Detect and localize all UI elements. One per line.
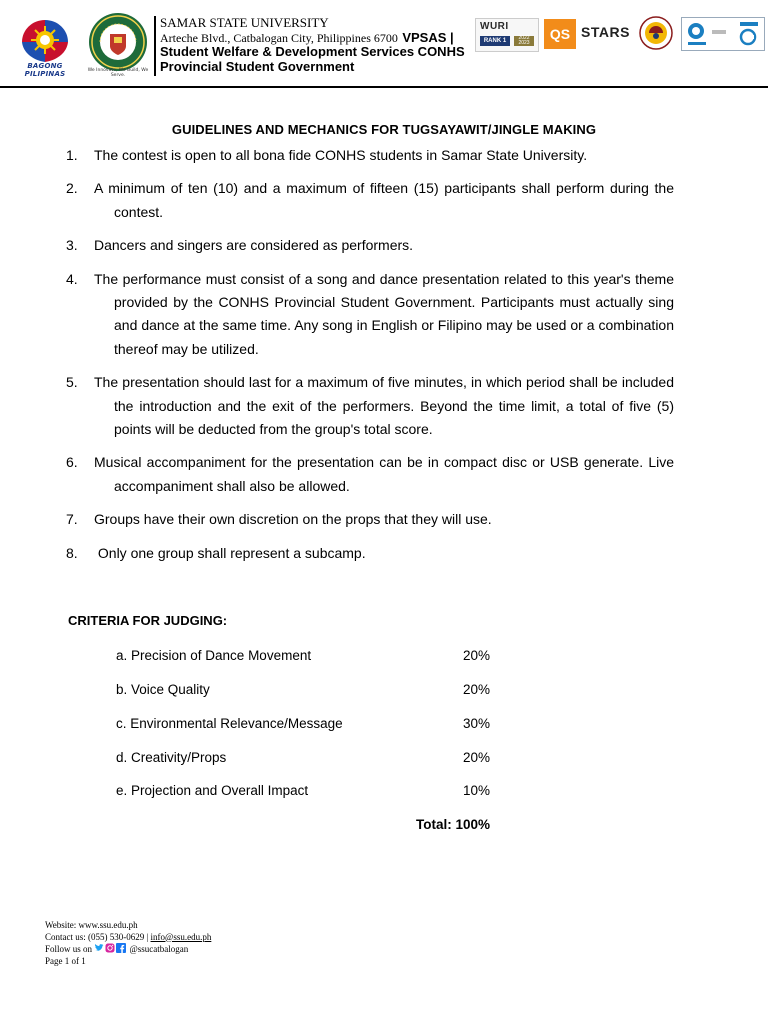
instagram-icon[interactable] xyxy=(105,943,115,953)
wuri-rank: RANK 1 xyxy=(480,36,510,46)
criterion-row xyxy=(116,783,536,803)
criterion-weight: 20% xyxy=(463,682,491,697)
header-divider xyxy=(154,16,156,76)
criterion-label: c. Environmental Relevance/Message xyxy=(116,716,343,731)
guideline-item: 2. A minimum of ten (10) and a maximum of fifteen (15) participants shall perform during the contest. xyxy=(66,180,674,220)
twitter-icon[interactable] xyxy=(94,943,104,953)
wuri-ranking-badge xyxy=(475,18,539,52)
ssu-seal-icon xyxy=(86,12,150,72)
criterion-weight: 20% xyxy=(463,750,491,765)
wuri-year: 2022 2023 xyxy=(514,36,534,46)
guidelines-list xyxy=(66,144,674,575)
criterion-weight: 10% xyxy=(463,783,491,798)
header-rule xyxy=(0,86,768,88)
page-footer xyxy=(45,920,305,967)
footer-handle: @ssucatbalogan xyxy=(129,944,189,954)
facebook-icon[interactable] xyxy=(116,943,126,953)
university-address: Arteche Blvd., Catbalogan City, Philippines 6700 xyxy=(160,30,398,45)
guideline-item: 5. The presentation should last for a maximum of five minutes, in which period shall be included the introduction and the exit of the performers. Beyond the time limit, a total of five (5) points will be deducted from the group's total score. xyxy=(66,374,674,438)
guideline-item: 3. Dancers and singers are considered as performers. xyxy=(66,237,414,254)
criteria-heading: CRITERIA FOR JUDGING: xyxy=(68,613,228,628)
bagong-pilipinas-caption: BAGONG PILIPINAS xyxy=(24,62,66,78)
socotec-logo-icon xyxy=(682,18,764,50)
criterion-row xyxy=(116,750,536,770)
ssu-motto: We Innovate, We Build, We Serve. xyxy=(87,68,149,78)
criterion-row xyxy=(116,648,536,668)
footer-contact-text: Contact us: (055) 530-0629 | xyxy=(45,931,149,942)
footer-contact xyxy=(45,932,305,944)
criterion-label: a. Precision of Dance Movement xyxy=(116,648,312,663)
university-name: SAMAR STATE UNIVERSITY xyxy=(160,15,329,30)
wuri-text: WURI xyxy=(480,21,509,32)
bagong-pilipinas-logo xyxy=(10,12,80,78)
footer-follow-text: Follow us on xyxy=(45,944,93,954)
criterion-label: b. Voice Quality xyxy=(116,682,210,697)
criterion-label: d. Creativity/Props xyxy=(116,750,227,765)
criterion-label: e. Projection and Overall Impact xyxy=(116,783,309,798)
accreditation-seal-icon xyxy=(639,16,673,50)
criterion-row xyxy=(116,716,536,736)
footer-website: Website: www.ssu.edu.ph xyxy=(45,920,138,930)
guideline-item: 7. Groups have their own discretion on the props that they will use. xyxy=(66,511,492,528)
criterion-weight: 20% xyxy=(463,648,491,663)
qs-logo: QS xyxy=(544,19,576,49)
criterion-weight: 30% xyxy=(463,716,491,731)
criteria-total: Total: 100% xyxy=(416,817,491,832)
footer-page-number: Page 1 of 1 xyxy=(45,955,86,966)
guideline-item: 8. Only one group shall represent a subcamp. xyxy=(66,544,366,561)
government-line: Provincial Student Government xyxy=(160,58,355,74)
guideline-item: 1. The contest is open to all bona fide CONHS students in Samar State University. xyxy=(66,147,588,163)
criterion-row xyxy=(116,682,536,702)
office-short: VPSAS | xyxy=(402,29,454,45)
guideline-item: 4. The performance must consist of a song and dance presentation related to this year's theme provided by the CONHS Provincial Student Government. Participants must actually sing and dance at the same time. Any song in English or Filipino may be used or a combination thereof may be utilized. xyxy=(66,270,674,357)
office-line: Student Welfare & Development Services CONHS xyxy=(160,44,465,59)
qs-stars-label: STARS xyxy=(581,24,630,40)
bagong-pilipinas-emblem-icon xyxy=(10,12,80,68)
guideline-item: 6. Musical accompaniment for the presentation can be in compact disc or USB generate. Live accompaniment shall also be allowed. xyxy=(66,454,674,494)
university-info xyxy=(160,16,480,74)
ssu-seal-logo xyxy=(86,12,150,78)
document-title: GUIDELINES AND MECHANICS FOR TUGSAYAWIT/JINGLE MAKING xyxy=(171,122,597,137)
footer-social xyxy=(45,943,305,956)
letterhead xyxy=(0,0,768,90)
footer-email-link[interactable]: info@ssu.edu.ph xyxy=(150,931,212,942)
socotec-certification-badge xyxy=(681,17,765,51)
